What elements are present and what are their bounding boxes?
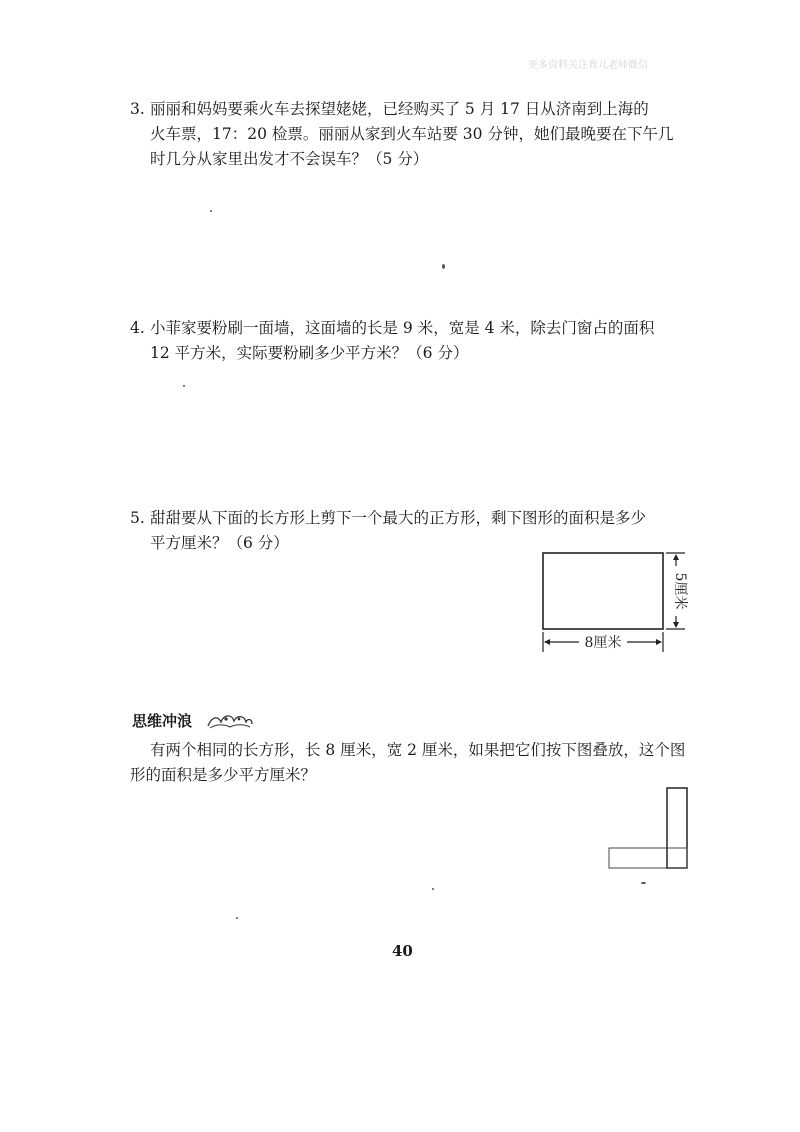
width-label: 8厘米 xyxy=(584,635,622,651)
bonus-text-line: 有两个相同的长方形，长 8 厘米，宽 2 厘米，如果把它们按下图叠放，这个图 xyxy=(150,741,686,759)
problem-text-line: 12 平方米，实际要粉刷多少平方米？（6 分） xyxy=(150,344,469,362)
scan-speck xyxy=(432,888,434,890)
bonus-problem xyxy=(130,738,710,788)
rectangle-figure xyxy=(535,548,695,660)
overlapping-rectangles-figure xyxy=(605,785,695,875)
problem-text-line: 火车票，17：20 检票。丽丽从家到火车站要 30 分钟，她们最晚要在下午几 xyxy=(150,125,674,143)
scan-speck xyxy=(641,882,646,884)
watermark: 更多资料关注育儿老师微信 xyxy=(528,60,648,71)
problem-text-line: 丽丽和妈妈要乘火车去探望姥姥，已经购买了 5 月 17 日从济南到上海的 xyxy=(150,100,649,118)
problem-text-line: 平方厘米？（6 分） xyxy=(150,534,289,552)
page-number: 40 xyxy=(392,942,413,960)
problem-3 xyxy=(130,97,710,172)
arrow-right-icon xyxy=(656,639,662,645)
scan-speck xyxy=(183,385,185,387)
problem-number: 3. xyxy=(130,100,145,118)
section-title: 思维冲浪 xyxy=(132,712,193,730)
scan-speck xyxy=(442,264,445,269)
scan-speck xyxy=(210,210,212,212)
bonus-text-line: 形的面积是多少平方厘米？ xyxy=(130,766,317,784)
scan-speck xyxy=(236,917,238,919)
problem-4 xyxy=(130,316,710,366)
problem-text-line: 甜甜要从下面的长方形上剪下一个最大的正方形，剩下图形的面积是多少 xyxy=(150,509,647,527)
arrow-up-icon xyxy=(673,554,679,560)
wave-decoration-icon xyxy=(206,710,254,730)
problem-number: 5. xyxy=(130,509,145,527)
rectangle-outline xyxy=(543,553,663,629)
arrow-down-icon xyxy=(673,622,679,628)
problem-number: 4. xyxy=(130,319,145,337)
problem-text-line: 小菲家要粉刷一面墙，这面墙的长是 9 米，宽是 4 米，除去门窗占的面积 xyxy=(150,319,655,337)
problem-text-line: 时几分从家里出发才不会误车？（5 分） xyxy=(150,150,429,168)
height-label: 5厘米 xyxy=(672,572,688,610)
vertical-rectangle xyxy=(667,788,687,868)
horizontal-rectangle xyxy=(609,848,687,868)
arrow-left-icon xyxy=(544,639,550,645)
